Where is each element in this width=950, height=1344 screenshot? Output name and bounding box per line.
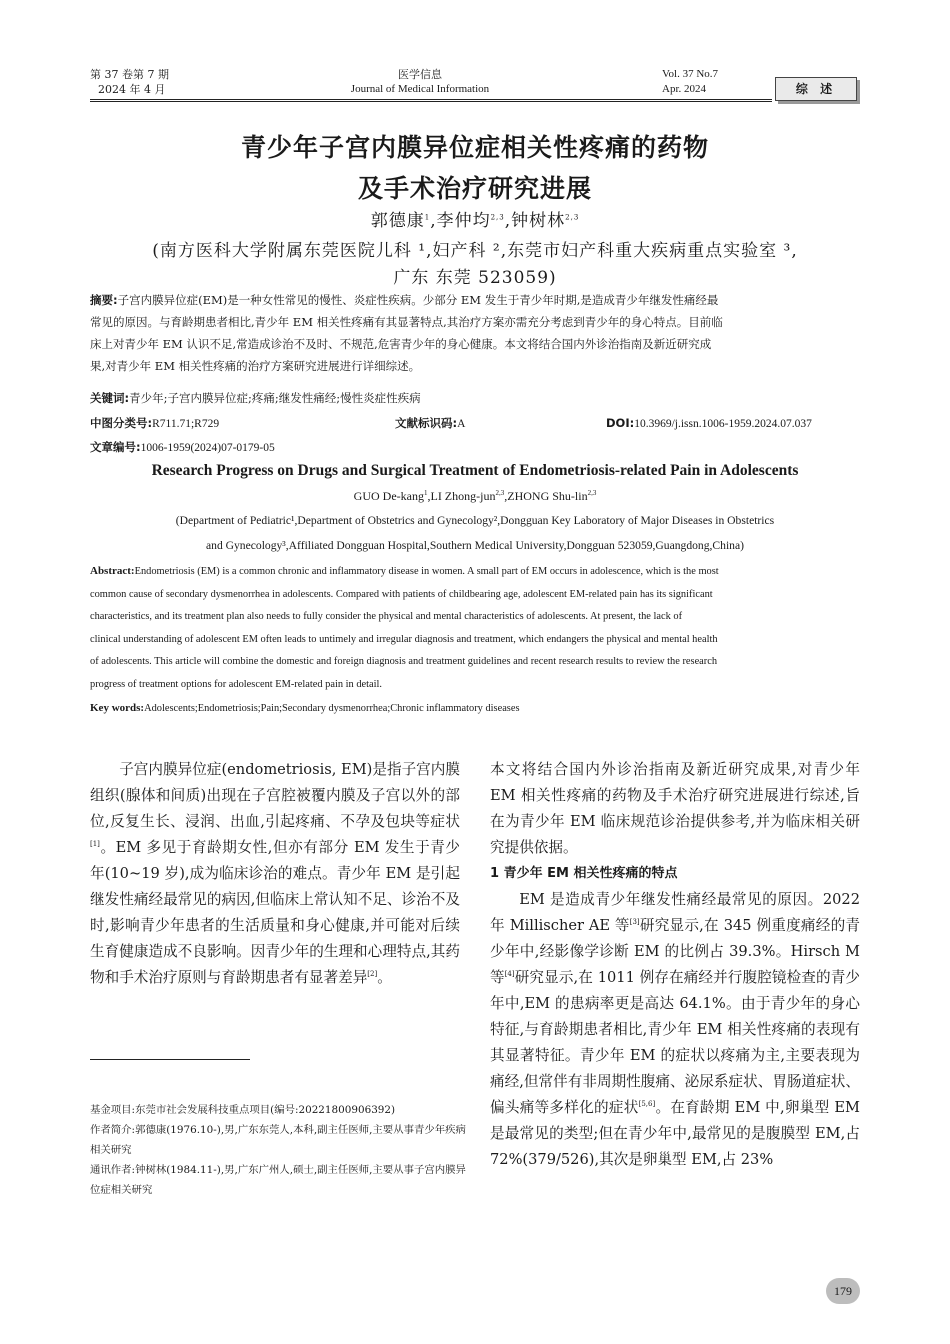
citation-5-6: [5,6]	[638, 1100, 656, 1109]
title-en: Research Progress on Drugs and Surgical Treatment of Endometriosis-related Pain in Adolescents	[151, 462, 799, 479]
doc-code-value: A	[457, 418, 466, 430]
abstract-en-line1	[90, 560, 860, 584]
abstract-cn-line4: 果,对青少年 EM 相关性疼痛的治疗方案研究进展进行详细综述。	[90, 359, 421, 373]
abstract-en-label: Abstract:	[90, 565, 135, 577]
abstract-cn-text1: 子宫内膜异位症(EM)是一种女性常见的慢性、炎症性疾病。少部分 EM 发生于青少年时期,是造成青少年继发性痛经最	[117, 293, 719, 307]
issue-date-en: Apr. 2024	[662, 83, 706, 95]
citation-1: [1]	[90, 840, 100, 849]
section1-text-a: EM 是造成青少年继发性痛经最常见的原因。2022 年 Millischer AE 等	[490, 891, 860, 934]
section-badge: 综 述	[775, 77, 857, 101]
affiliation-cn-line2: 广东 东莞 523059)	[393, 268, 557, 288]
keywords-cn	[90, 387, 860, 409]
volume-issue-cn: 第 37 卷第 7 期	[90, 68, 169, 81]
journal-name-en: Journal of Medical Information	[350, 83, 490, 95]
title-cn-line1: 青少年子宫内膜异位症相关性疼痛的药物	[240, 133, 709, 162]
abstract-en-line6: progress of treatment options for adolescent EM-related pain in detail.	[90, 678, 382, 690]
intro-text-b: 。EM 多见于育龄期女性,但亦有部分 EM 发生于青少年(10~19 岁),成为临床诊治的难点。青少年 EM 是引起继发性痛经最常见的病因,但临床上常认知不足、诊治不及时,影响青少年患者的生活质量和身心健康,并可能对后续生育健康造成不良影响。因青少年的生理和心理特点,其药物和手术治疗原则与育龄期患者有显著差异	[90, 839, 460, 986]
journal-name	[300, 67, 540, 97]
keywords-cn-label: 关键词:	[90, 391, 130, 405]
author-en-3: ZHONG Shu-lin	[507, 489, 588, 503]
author-en-1: GUO De-kang	[353, 489, 424, 503]
abstract-cn-line3: 床上对青少年 EM 认识不足,常造成诊治不及时、不规范,危害青少年的身心健康。本文将结合国内外诊治指南及新近研究成	[90, 337, 712, 351]
doi-label: DOI:	[606, 416, 635, 430]
section1-text-d: 。在育龄期 EM 中,卵巢型 EM 是最常见的类型;但在青少年中,最常见的是腹膜型 EM,占 72%(379/526),其次是卵巢型 EM,占 23%	[490, 1099, 860, 1168]
keywords-en-text: Adolescents;Endometriosis;Pain;Secondary dysmenorrhea;Chronic inflammatory diseases	[144, 703, 520, 714]
authors-en: GUO De-kang$^1$,LI Zhong-jun$^{2,3}$,ZHONG Shu-lin$^{2,3}$	[353, 489, 597, 503]
abstract-en-line2: common cause of secondary dysmenorrhea in adolescents. Compared with patients of childbearing age, adolescent EM-related pain has its significant	[90, 588, 713, 600]
title-cn-line2: 及手术治疗研究进展	[357, 174, 592, 203]
keywords-en	[90, 697, 860, 721]
section1-paragraph	[490, 887, 860, 1173]
doi-value: 10.3969/j.issn.1006-1959.2024.07.037	[634, 418, 812, 430]
right-column	[490, 757, 860, 1173]
doc-code-label: 文献标识码:	[395, 416, 458, 430]
clc-number	[90, 412, 219, 435]
issue-date-cn: 2024 年 4 月	[98, 83, 166, 96]
citation-2: [2]	[367, 970, 378, 979]
journal-volume-issue	[90, 67, 169, 97]
section-heading-1: 1 青少年 EM 相关性疼痛的特点	[490, 866, 678, 881]
affiliation-en-line2: and Gynecology³,Affiliated Dongguan Hospital,Southern Medical University,Dongguan 523059,Guangdong,China)	[206, 539, 744, 552]
header-rule-2	[90, 101, 772, 102]
abstract-en-text1: Endometriosis (EM) is a common chronic and inflammatory disease in women. A small part of EM occurs in adolescence, which is the most	[134, 566, 719, 577]
footnote-fund: 基金项目:东莞市社会发展科技重点项目(编号:20221800906392)	[90, 1104, 396, 1116]
section1-text-b: 研究显示,在 345 例重度痛经的青少年中,经影像学诊断 EM 的比例占 39.3%。Hirsch M 等	[490, 917, 860, 986]
footnote-author-info: 作者简介:郭德康(1976.10-),男,广东东莞人,本科,副主任医师,主要从事青少年疾病相关研究	[90, 1124, 466, 1156]
abstract-cn-label: 摘要:	[90, 293, 118, 307]
citation-4: [4]	[504, 970, 515, 979]
article-number-value: 1006-1959(2024)07-0179-05	[140, 442, 275, 454]
author-cn-1-sup: 1	[424, 213, 431, 222]
author-en-2-sup: 2,3	[495, 489, 505, 497]
footnote-corresponding: 通讯作者:钟树林(1984.11-),男,广东广州人,硕士,副主任医师,主要从事子宫内膜异位症相关研究	[90, 1164, 466, 1196]
journal-name-cn: 医学信息	[398, 68, 442, 81]
page-number: 179	[826, 1278, 860, 1304]
authors-cn: 郭德康$^1$,李仲均$^{2,3}$,钟树林$^{2,3}$	[370, 211, 580, 231]
abstract-cn-line2: 常见的原因。与育龄期患者相比,青少年 EM 相关性疼痛有其显著特点,其治疗方案亦需充分考虑到青少年的身心特点。目前临	[90, 315, 723, 329]
intro-continued-paragraph: 本文将结合国内外诊治指南及新近研究成果,对青少年 EM 相关性疼痛的药物及手术治疗研究进展进行综述,旨在为青少年 EM 临床规范诊治提供参考,并为临床相关研究提供依据。	[490, 761, 860, 856]
doc-code	[395, 412, 465, 435]
keywords-cn-text: 青少年;子宫内膜异位症;疼痛;继发性痛经;慢性炎症性疾病	[129, 391, 421, 405]
abstract-en-line5: of adolescents. This article will combine the domestic and foreign diagnosis and treatment guidelines and recent research results to review the research	[90, 656, 718, 667]
article-number-label: 文章编号:	[90, 440, 141, 454]
left-column	[90, 757, 460, 991]
intro-text-a: 子宫内膜异位症(endometriosis, EM)是指子宫内膜组织(腺体和间质)出现在子宫腔被覆内膜及子宫以外的部位,反复生长、浸润、出血,引起疼痛、不孕及包块等症状	[90, 761, 460, 830]
clc-label: 中图分类号:	[90, 416, 153, 430]
doi	[606, 412, 812, 435]
author-cn-3: 钟树林	[511, 211, 566, 231]
intro-text-c: 。	[377, 969, 392, 986]
author-cn-2: 李仲均	[436, 211, 491, 231]
volume-issue-en: Vol. 37 No.7	[662, 68, 719, 80]
abstract-cn-line1	[90, 289, 860, 311]
section1-text-c: 研究显示,在 1011 例存在痛经并行腹腔镜检查的青少年中,EM 的患病率更是高达 64.1%。由于青少年的身心特征,与育龄期患者相比,青少年 EM 相关性疼痛的表现有其显著特征。青少年 EM 的症状以疼痛为主,主要表现为痛经,但常伴有非周期性腹痛、泌尿系症状、胃肠道症状、偏头痛等多样化的症状	[490, 969, 860, 1116]
article-number	[90, 436, 275, 459]
keywords-en-label: Key words:	[90, 702, 145, 714]
abstract-cn	[90, 289, 860, 377]
journal-volume-en	[662, 67, 718, 97]
author-en-2: LI Zhong-jun	[430, 489, 496, 503]
footnote-rule	[90, 1059, 250, 1060]
footnotes	[90, 1100, 470, 1200]
citation-3: [3]	[629, 918, 640, 927]
author-en-1-sup: 1	[423, 489, 428, 497]
intro-paragraph	[90, 757, 460, 991]
abstract-en-line3: characteristics, and its treatment plan also needs to fully consider the physical and mental characteristics of adolescents. At present, the lack of	[90, 611, 683, 622]
header-rule	[90, 99, 772, 100]
affiliation-en-line1: (Department of Pediatric¹,Department of Obstetrics and Gynecology²,Dongguan Key Laboratory of Major Diseases in Obstetrics	[175, 514, 775, 527]
affiliation-cn-line1: (南方医科大学附属东莞医院儿科 ¹,妇产科 ²,东莞市妇产科重大疾病重点实验室 ³,	[152, 241, 798, 261]
author-cn-3-sup: 2,3	[565, 213, 580, 222]
author-en-3-sup: 2,3	[587, 489, 597, 497]
abstract-en	[90, 560, 860, 696]
author-cn-2-sup: 2,3	[490, 213, 505, 222]
clc-value: R711.71;R729	[152, 418, 220, 430]
abstract-en-line4: clinical understanding of adolescent EM often leads to untimely and irregular diagnosis and treatment, which endangers the physical and mental health	[90, 633, 718, 645]
author-cn-1: 郭德康	[370, 211, 425, 231]
